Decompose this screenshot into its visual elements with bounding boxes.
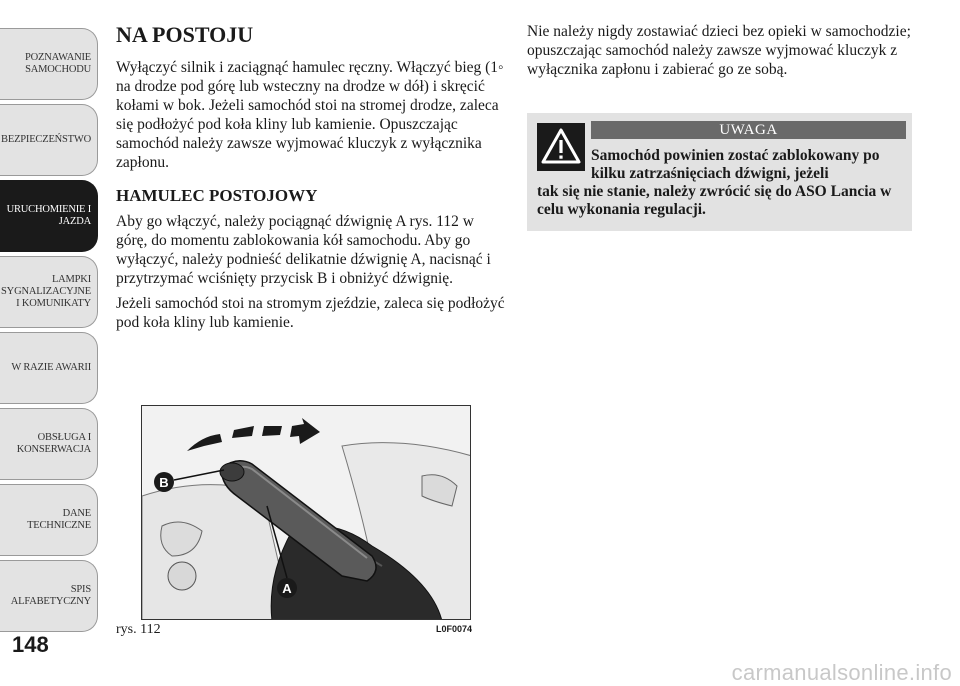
parking-paragraph: Wyłączyć silnik i zaciągnąć hamulec ręczny. Włączyć bieg (1◦ na drodze pod górę lub wsteczny na drodze w dół) i skręcić kołami w bok. Jeżeli samochód stoi na stromej drodze, zaleca się podłożyć pod koła kliny lub kamienie. Opuszczając samochód należy zawsze wyjmować kluczyk z wyłącznika zapłonu. — [116, 59, 504, 171]
tab-label: DANE TECHNICZNE — [27, 508, 91, 531]
steep-slope-paragraph: Jeżeli samochód stoi na stromym zjeździe, zaleca się podłożyć pod koła kliny lub kamienie. — [116, 295, 505, 331]
tab-dane-techniczne[interactable] — [0, 484, 98, 556]
warning-heading: UWAGA — [591, 121, 906, 139]
tab-label: OBSŁUGA I KONSERWACJA — [16, 432, 91, 455]
tab-label: BEZPIECZEŃSTWO — [1, 134, 91, 145]
tab-label: URUCHOMIENIE I JAZDA — [6, 204, 91, 227]
label-a: A — [282, 581, 292, 596]
tab-bezpieczenstwo[interactable] — [0, 104, 98, 176]
label-b: B — [159, 475, 169, 490]
tab-w-razie-awarii[interactable] — [0, 332, 98, 404]
tab-obsluga-i-konserwacja[interactable] — [0, 408, 98, 480]
handbrake-illustration — [142, 406, 471, 620]
warning-box — [527, 113, 912, 231]
right-column — [527, 22, 917, 85]
tab-label: SPIS ALFABETYCZNY — [10, 584, 91, 607]
warning-text — [537, 147, 907, 219]
warning-line-1: Samochód powinien zostać zablokowany po kilku zatrzaśnięciach dźwigni, jeżeli — [591, 147, 880, 182]
tab-label: POZNAWANIE SAMOCHODU — [25, 52, 91, 75]
tab-poznawanie-samochodu[interactable] — [0, 28, 98, 100]
tab-uruchomienie-i-jazda[interactable] — [0, 180, 98, 252]
figure-code: L0F0074 — [436, 624, 473, 634]
tab-lampki-sygnalizacyjne[interactable] — [0, 256, 98, 328]
tab-spis-alfabetyczny[interactable] — [0, 560, 98, 632]
left-column — [116, 22, 506, 338]
tab-label: W RAZIE AWARII — [11, 362, 91, 373]
page-number: 148 — [12, 632, 49, 657]
subsection-title: HAMULEC POSTOJOWY — [116, 186, 318, 205]
watermark: carmanualsonline.info — [731, 660, 952, 685]
tab-label: LAMPKI SYGNALIZACYJNE I KOMUNIKATY — [1, 274, 91, 309]
figure-caption: rys. 112 — [116, 622, 161, 637]
children-warning-paragraph: Nie należy nigdy zostawiać dzieci bez opieki w samochodzie; opuszczając samochód należy zawsze wyjmować kluczyk z wyłącznika zapłonu i zabierać go ze sobą. — [527, 23, 911, 78]
handbrake-paragraph: Aby go włączyć, należy pociągnąć dźwignię A rys. 112 w górę, do momentu zablokowania kół samochodu. Aby go wyłączyć, należy podnieść delikatnie dźwignię A, nacisnąć i przytrzymać wciśnięty przycisk B i obniżyć dźwignię. — [116, 213, 491, 287]
handbrake-figure — [141, 405, 471, 620]
warning-line-2: tak się nie stanie, należy zwrócić się do ASO Lancia w celu wykonania regulacji. — [537, 183, 892, 218]
section-title: NA POSTOJU — [116, 22, 254, 47]
